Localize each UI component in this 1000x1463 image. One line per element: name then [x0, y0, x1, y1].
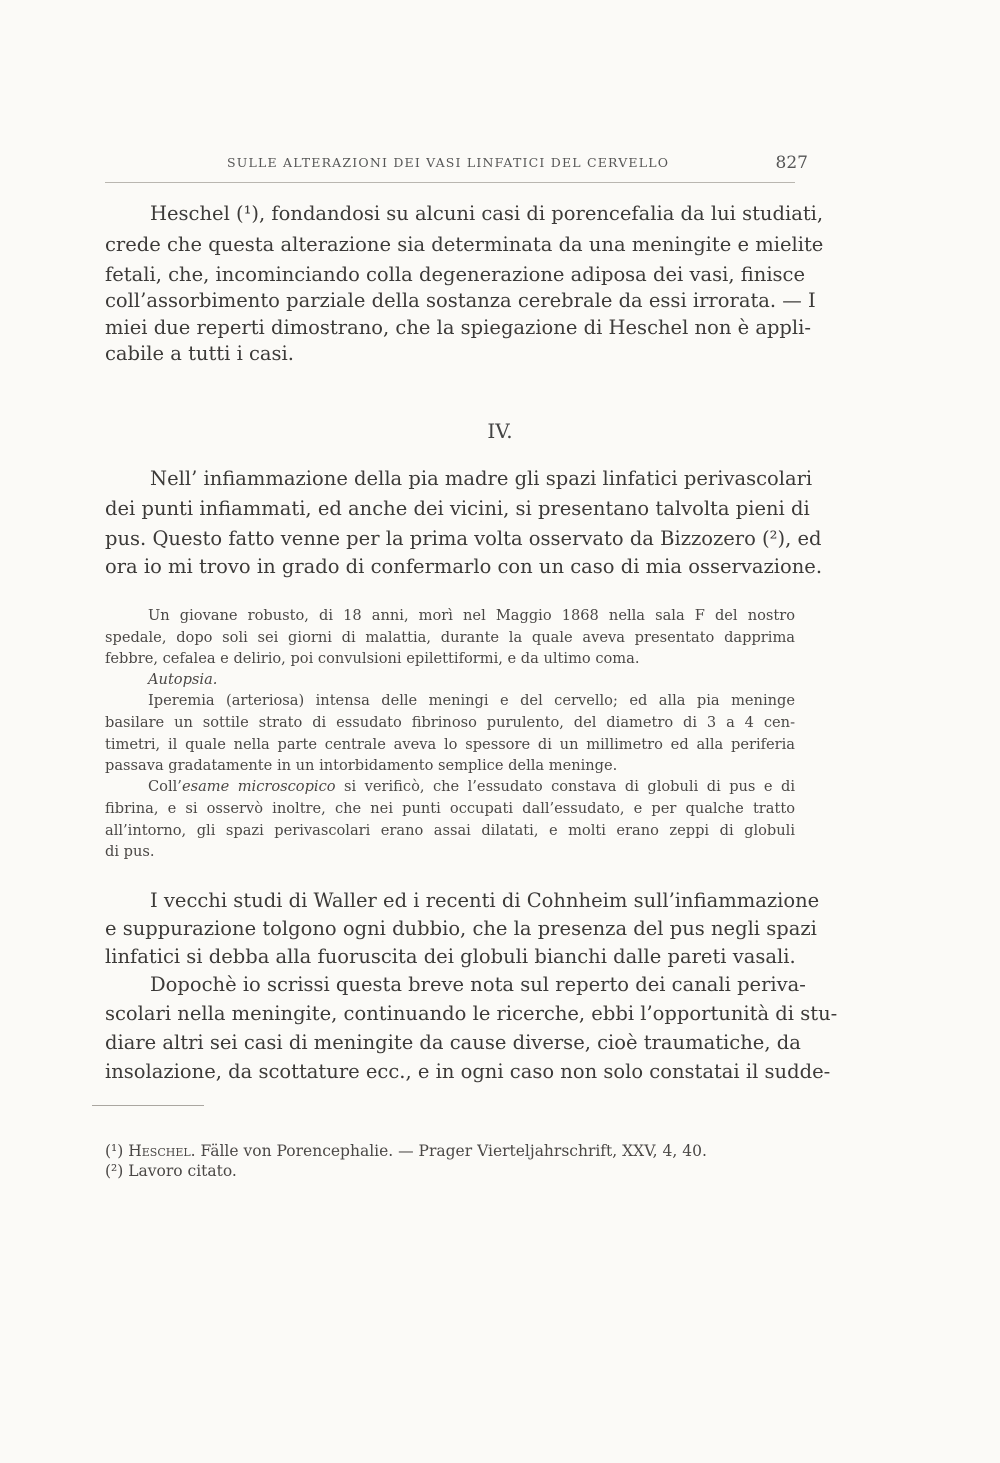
paragraph-1-line: coll’assorbimento parziale della sostanza cerebrale da essi irrorata. — I: [105, 289, 816, 312]
footnote-1: [105, 1140, 707, 1162]
running-head: [105, 153, 808, 179]
footnote-2-mark: (²): [105, 1162, 124, 1180]
micro-italic: esame microscopico: [181, 778, 336, 795]
case-report-line: febbre, cefalea e delirio, poi convulsioni epilettiformi, e da ultimo coma.: [105, 650, 640, 667]
footnote-1-mark: (¹): [105, 1142, 124, 1160]
footnote-1-text: Fälle von Porencephalie. — Prager Vierteljahrschrift, XXV, 4, 40.: [195, 1142, 707, 1160]
paragraph-1-line: crede che questa alterazione sia determinata da una meningite e mielite: [105, 233, 824, 256]
case-report-line: fibrina, e si osservò inoltre, che nei punti occupati dall’essudato, e per qualche tratto: [105, 800, 795, 817]
footnote-rule: [92, 1105, 204, 1106]
case-report-line: all’intorno, gli spazi perivascolari erano assai dilatati, e molti erano zeppi di globuli: [105, 822, 795, 839]
paragraph-4-line: insolazione, da scottature ecc., e in ogni caso non solo constatai il sudde-: [105, 1060, 831, 1083]
case-report-line: [148, 776, 795, 797]
paragraph-1-line: miei due reperti dimostrano, che la spiegazione di Heschel non è appli-: [105, 316, 811, 339]
case-report-line: Iperemia (arteriosa) intensa delle meningi e del cervello; ed alla pia meninge: [148, 692, 795, 709]
header-rule: [105, 182, 795, 183]
section-heading: IV.: [487, 419, 513, 443]
paragraph-4-line: Dopochè io scrissi questa breve nota sul reperto dei canali periva-: [150, 973, 806, 996]
paragraph-1-line: Heschel (¹), fondandosi su alcuni casi di porencefalia da lui studiati,: [150, 202, 824, 225]
micro-prefix: Coll’: [148, 778, 182, 795]
paragraph-3-line: e suppurazione tolgono ogni dubbio, che la presenza del pus negli spazi: [105, 917, 817, 940]
paragraph-2-line: Nell’ infiammazione della pia madre gli spazi linfatici perivascolari: [150, 467, 813, 490]
case-report-line: di pus.: [105, 843, 155, 860]
case-report-line: timetri, il quale nella parte centrale aveva lo spessore di un millimetro ed alla periferia: [105, 736, 795, 753]
running-title: SULLE ALTERAZIONI DEI VASI LINFATICI DEL CERVELLO: [227, 155, 670, 170]
footnote-2: [105, 1160, 237, 1182]
autopsy-label: Autopsia.: [148, 671, 218, 688]
paragraph-4-line: scolari nella meningite, continuando le ricerche, ebbi l’opportunità di stu-: [105, 1002, 838, 1025]
paragraph-1-line: cabile a tutti i casi.: [105, 342, 294, 365]
case-report-line: passava gradatamente in un intorbidamento semplice della meninge.: [105, 757, 618, 774]
paragraph-2-line: dei punti infiammati, ed anche dei vicini, si presentano talvolta pieni di: [105, 497, 810, 520]
case-report-line: basilare un sottile strato di essudato fibrinoso purulento, del diametro di 3 a 4 cen-: [105, 714, 795, 731]
paragraph-2-line: pus. Questo fatto venne per la prima volta osservato da Bizzozero (²), ed: [105, 527, 822, 550]
footnote-1-author: Heschel.: [128, 1142, 196, 1160]
paragraph-3-line: linfatici si debba alla fuoruscita dei globuli bianchi dalle pareti vasali.: [105, 945, 796, 968]
paragraph-4-line: diare altri sei casi di meningite da cause diverse, cioè traumatiche, da: [105, 1031, 801, 1054]
page-number: 827: [775, 153, 808, 173]
micro-rest: si verificò, che l’essudato constava di globuli di pus e di: [335, 778, 795, 795]
paragraph-2-line: ora io mi trovo in grado di confermarlo con un caso di mia osservazione.: [105, 555, 823, 578]
case-report-line: Un giovane robusto, di 18 anni, morì nel Maggio 1868 nella sala F del nostro: [148, 607, 795, 624]
paragraph-1-line: fetali, che, incominciando colla degenerazione adiposa dei vasi, finisce: [105, 263, 806, 286]
case-report-line: spedale, dopo soli sei giorni di malattia, durante la quale aveva presentato dapprima: [105, 629, 795, 646]
paragraph-3-line: I vecchi studi di Waller ed i recenti di Cohnheim sull’infiammazione: [150, 889, 820, 912]
footnote-2-text: Lavoro citato.: [123, 1162, 237, 1180]
